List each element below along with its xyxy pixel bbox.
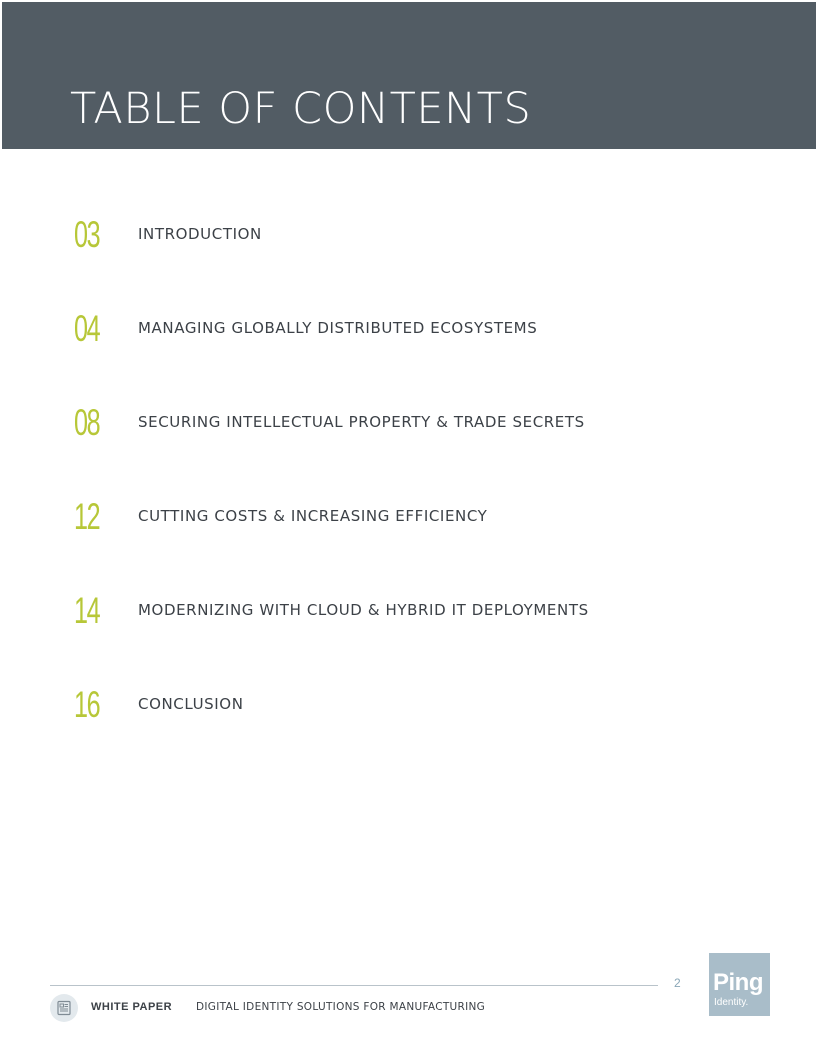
toc-page-number: 04 (74, 307, 100, 349)
page-number: 2 (674, 976, 681, 990)
toc-page-number: 16 (74, 683, 100, 725)
footer-subject: DIGITAL IDENTITY SOLUTIONS FOR MANUFACTURING (196, 1001, 486, 1013)
toc-page-number: 14 (74, 589, 100, 631)
toc-page-number: 03 (74, 213, 100, 255)
toc-entry[interactable] (74, 306, 754, 350)
toc-entry[interactable] (74, 400, 754, 444)
page-title: TABLE OF CONTENTS (70, 84, 532, 134)
toc-entry-title: MODERNIZING WITH CLOUD & HYBRID IT DEPLOYMENTS (138, 601, 589, 619)
toc-entry-title: MANAGING GLOBALLY DISTRIBUTED ECOSYSTEMS (138, 319, 538, 337)
toc-entry-title: CONCLUSION (138, 695, 244, 713)
footer-divider (50, 985, 658, 986)
toc-entry[interactable] (74, 212, 754, 256)
logo-word: Ping (713, 969, 763, 996)
footer-doc-type: WHITE PAPER (91, 1001, 173, 1013)
toc-entry[interactable] (74, 682, 754, 726)
toc-entry[interactable] (74, 494, 754, 538)
toc-entry-title: INTRODUCTION (138, 225, 262, 243)
toc-entry-title: CUTTING COSTS & INCREASING EFFICIENCY (138, 507, 488, 525)
toc-entry[interactable] (74, 588, 754, 632)
document-icon (50, 994, 78, 1022)
toc-page-number: 12 (74, 495, 100, 537)
ping-identity-logo (709, 953, 770, 1016)
logo-subword: Identity. (714, 997, 749, 1008)
toc-entry-title: SECURING INTELLECTUAL PROPERTY & TRADE SECRETS (138, 413, 585, 431)
toc-page-number: 08 (74, 401, 100, 443)
